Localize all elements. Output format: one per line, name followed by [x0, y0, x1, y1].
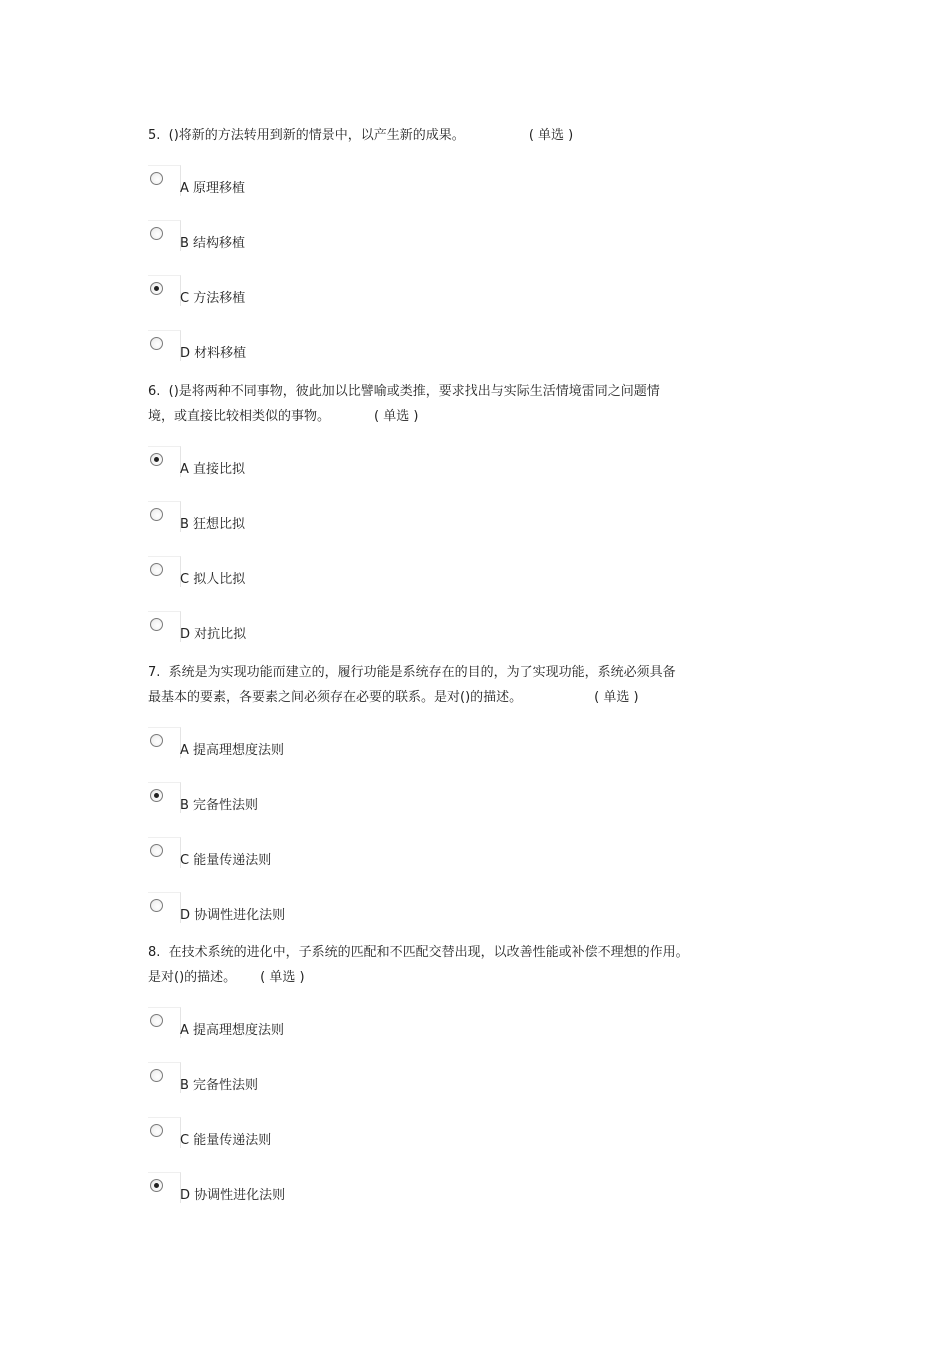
radio-button[interactable] — [150, 844, 163, 857]
question-stem-line-1: 8. 在技术系统的进化中，子系统的匹配和不匹配交替出现，以改善性能或补偿不理想的作用。 — [148, 945, 689, 960]
question-stem-line-1: 5. ()将新的方法转用到新的情景中，以产生新的成果。 — [148, 128, 465, 143]
question-stem — [148, 660, 748, 710]
radio-cell — [148, 275, 181, 306]
option-label: C 方法移植 — [180, 291, 246, 306]
radio-button[interactable] — [150, 789, 163, 802]
option-b[interactable] — [148, 1062, 748, 1117]
radio-cell — [148, 446, 181, 477]
question-stem — [148, 379, 748, 429]
question-6 — [148, 379, 748, 666]
option-b[interactable] — [148, 220, 748, 275]
radio-button[interactable] — [150, 227, 163, 240]
option-label: D 对抗比拟 — [180, 627, 247, 642]
option-a[interactable] — [148, 165, 748, 220]
question-type-label: ( 单选 ) — [374, 409, 419, 424]
question-type-label: ( 单选 ) — [594, 690, 639, 705]
radio-cell — [148, 501, 181, 532]
option-d[interactable] — [148, 1172, 748, 1227]
option-a[interactable] — [148, 727, 748, 782]
radio-cell — [148, 782, 181, 813]
question-7 — [148, 660, 748, 947]
radio-cell — [148, 611, 181, 642]
option-label: A 直接比拟 — [180, 462, 246, 477]
question-stem — [148, 123, 748, 148]
radio-cell — [148, 556, 181, 587]
radio-cell — [148, 330, 181, 361]
question-stem-line-2: 境，或直接比较相类似的事物。 — [148, 409, 331, 424]
option-b[interactable] — [148, 782, 748, 837]
option-a[interactable] — [148, 446, 748, 501]
radio-cell — [148, 1062, 181, 1093]
option-d[interactable] — [148, 892, 748, 947]
radio-button[interactable] — [150, 1124, 163, 1137]
question-5 — [148, 123, 748, 385]
question-stem-line-1: 7. 系统是为实现功能而建立的，履行功能是系统存在的目的，为了实现功能，系统必须具备 — [148, 665, 676, 680]
radio-button[interactable] — [150, 1069, 163, 1082]
option-label: D 协调性进化法则 — [180, 1188, 286, 1203]
question-type-label: ( 单选 ) — [528, 128, 574, 143]
radio-button[interactable] — [150, 172, 163, 185]
radio-button[interactable] — [150, 899, 163, 912]
option-label: A 提高理想度法则 — [180, 1023, 285, 1038]
question-stem-line-1: 6. ()是将两种不同事物，彼此加以比譬喻或类推，要求找出与实际生活情境雷同之问题情 — [148, 384, 660, 399]
radio-button[interactable] — [150, 282, 163, 295]
option-label: A 提高理想度法则 — [180, 743, 285, 758]
option-label: D 协调性进化法则 — [180, 908, 286, 923]
option-label: C 能量传递法则 — [180, 853, 272, 868]
option-b[interactable] — [148, 501, 748, 556]
option-c[interactable] — [148, 837, 748, 892]
radio-button[interactable] — [150, 618, 163, 631]
option-label: D 材料移植 — [180, 346, 247, 361]
option-label: C 能量传递法则 — [180, 1133, 272, 1148]
radio-cell — [148, 1172, 181, 1203]
radio-cell — [148, 837, 181, 868]
option-c[interactable] — [148, 275, 748, 330]
option-label: B 结构移植 — [180, 236, 246, 251]
question-stem-line-2: 最基本的要素，各要素之间必须存在必要的联系。是对()的描述。 — [148, 690, 523, 705]
option-a[interactable] — [148, 1007, 748, 1062]
radio-button[interactable] — [150, 508, 163, 521]
option-label: C 拟人比拟 — [180, 572, 246, 587]
option-label: B 狂想比拟 — [180, 517, 246, 532]
radio-button[interactable] — [150, 734, 163, 747]
question-stem — [148, 940, 748, 990]
option-d[interactable] — [148, 330, 748, 385]
radio-button[interactable] — [150, 1179, 163, 1192]
radio-button[interactable] — [150, 1014, 163, 1027]
radio-cell — [148, 220, 181, 251]
question-8 — [148, 940, 748, 1227]
radio-cell — [148, 892, 181, 923]
option-d[interactable] — [148, 611, 748, 666]
radio-cell — [148, 727, 181, 758]
question-type-label: ( 单选 ) — [260, 970, 305, 985]
option-label: A 原理移植 — [180, 181, 246, 196]
option-c[interactable] — [148, 556, 748, 611]
option-label: B 完备性法则 — [180, 798, 259, 813]
radio-button[interactable] — [150, 337, 163, 350]
question-stem-line-2: 是对()的描述。 — [148, 970, 237, 985]
option-label: B 完备性法则 — [180, 1078, 259, 1093]
radio-cell — [148, 165, 181, 196]
radio-cell — [148, 1007, 181, 1038]
radio-button[interactable] — [150, 563, 163, 576]
option-c[interactable] — [148, 1117, 748, 1172]
radio-cell — [148, 1117, 181, 1148]
radio-button[interactable] — [150, 453, 163, 466]
